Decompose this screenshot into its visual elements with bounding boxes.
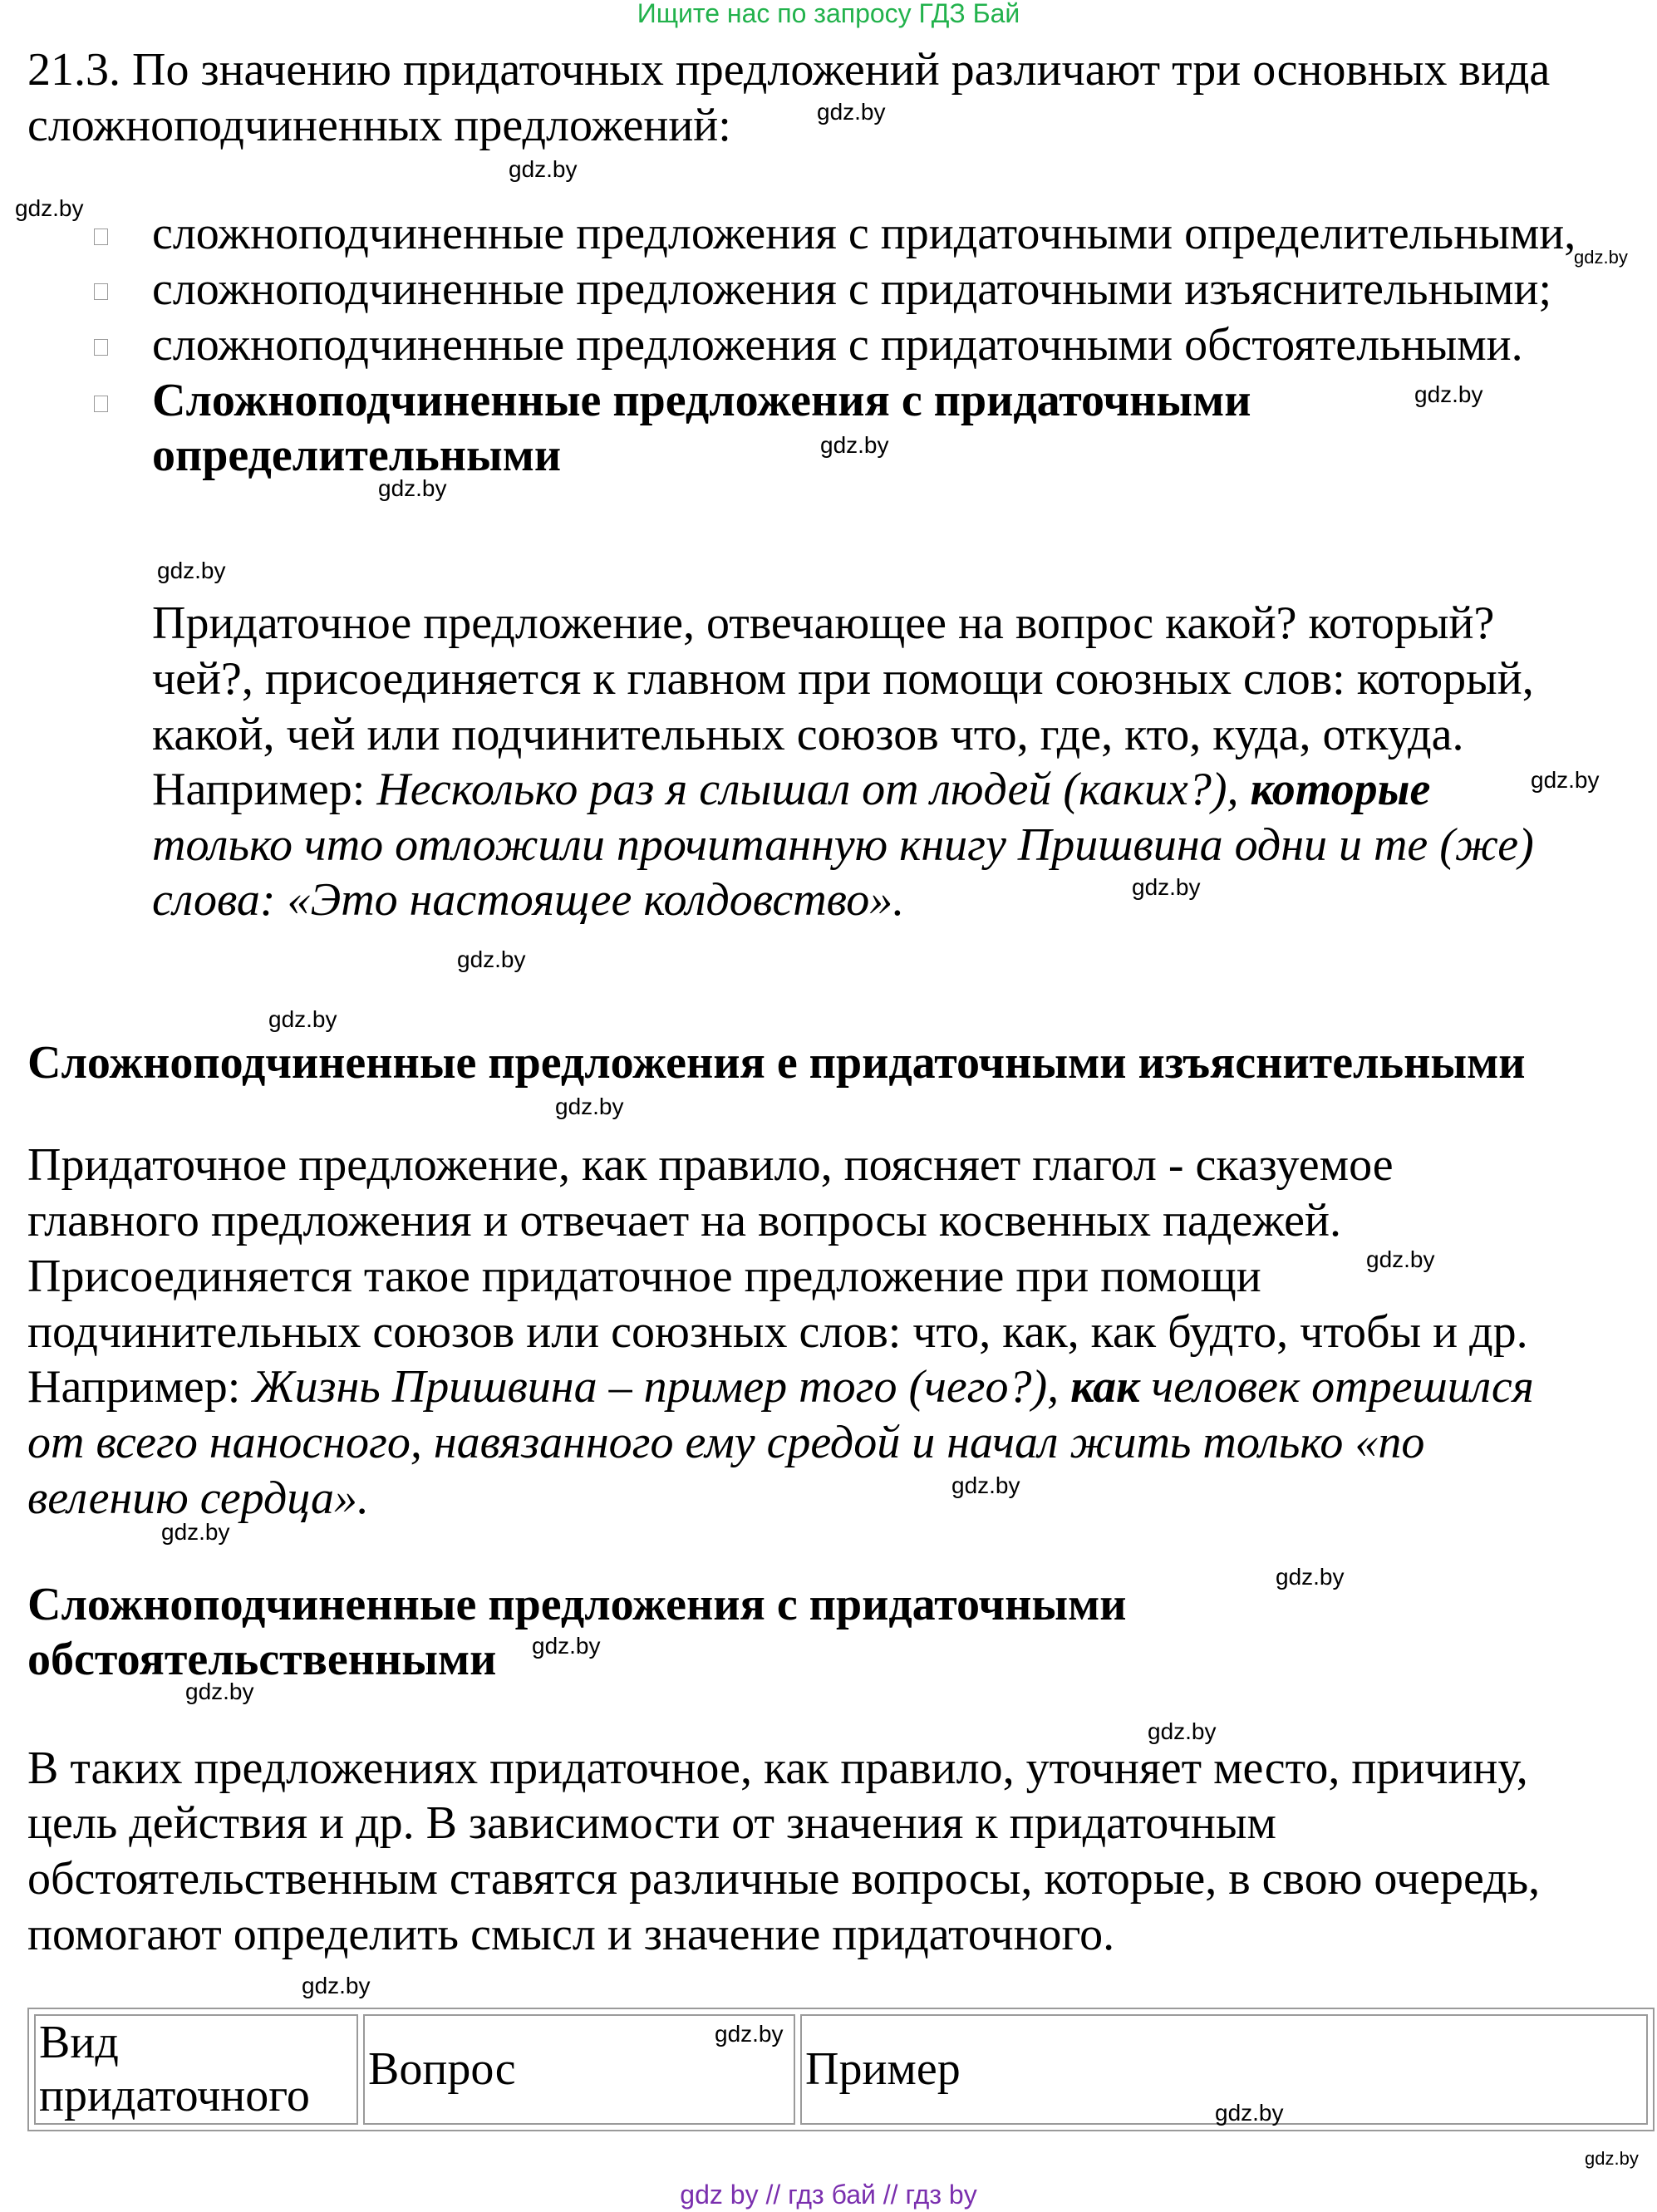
bullet-box-icon: [94, 283, 108, 300]
section1-line-1: Придаточное предложение, отвечающее на вопрос какой? который?: [152, 597, 1495, 649]
section3-line-4: помогают определить смысл и значение придаточного.: [27, 1909, 1115, 1960]
bullet-box-icon: [94, 396, 108, 412]
section2-line-1: Придаточное предложение, как правило, поясняет глагол - сказуемое: [27, 1139, 1394, 1191]
watermark: gdz.by: [1148, 1718, 1217, 1744]
bullet-box-icon: [94, 339, 108, 356]
section2-example-line-1: [27, 1361, 1534, 1413]
intro-line-1: 21.3. По значению придаточных предложений различают три основных вида: [27, 44, 1551, 96]
section3-title-line-1: Сложноподчиненные предложения с придаточными: [27, 1579, 1127, 1630]
table-header-question: Вопрос: [363, 2014, 795, 2125]
section3-line-2: цель действия и др. В зависимости от значения к придаточным: [27, 1797, 1276, 1849]
example-conjunction: которые: [1250, 764, 1431, 815]
section1-line-3: какой, чей или подчинительных союзов что, где, кто, куда, откуда.: [152, 709, 1464, 760]
watermark: gdz.by: [555, 1094, 624, 1119]
table-header-example: Пример: [800, 2014, 1648, 2125]
intro-line-2: сложноподчиненных предложений:: [27, 100, 731, 151]
section2-example-line-2: от всего наносного, навязанного ему средой и начал жить только «по: [27, 1417, 1425, 1468]
example-label: Например:: [152, 764, 377, 815]
section2-line-4: подчинительных союзов или союзных слов: что, как, как будто, чтобы и др.: [27, 1306, 1528, 1358]
section3-title-line-2: обстоятельственными: [27, 1634, 497, 1685]
bullet-item-1: сложноподчиненные предложения с придаточными определительными,: [152, 208, 1576, 259]
example-label: Например:: [27, 1361, 253, 1413]
section1-title-line-2: определительными: [152, 430, 562, 481]
watermark: gdz.by: [268, 1006, 337, 1032]
section2-title: Сложноподчиненные предложения е придаточными изъяснительными: [27, 1037, 1526, 1089]
watermark: gdz.by: [157, 558, 226, 583]
watermark: gdz.by: [951, 1472, 1020, 1498]
watermark: gdz.by: [1585, 2148, 1639, 2169]
section1-title-line-1: Сложноподчиненные предложения с придаточными: [152, 375, 1251, 426]
table-header-type: Вид придаточного: [34, 2014, 358, 2125]
watermark: gdz.by: [15, 195, 84, 221]
section3-line-3: обстоятельственным ставятся различные вопросы, которые, в свою очередь,: [27, 1853, 1541, 1905]
example-text: Несколько раз я слышал от людей (каких?),: [376, 764, 1251, 815]
bullet-item-2: сложноподчиненные предложения с придаточными изъяснительными;: [152, 263, 1552, 315]
watermark: gdz.by: [1215, 2100, 1284, 2126]
example-conjunction: как: [1070, 1361, 1140, 1413]
table-header-row: [34, 2014, 1648, 2125]
watermark: gdz.by: [1132, 874, 1201, 900]
section1-example-line-1: [152, 766, 1430, 813]
watermark: gdz.by: [817, 99, 886, 125]
section1-example-line-3: слова: «Это настоящее колдовство».: [152, 874, 905, 926]
bullet-item-3: сложноподчиненные предложения с придаточными обстоятельными.: [152, 319, 1523, 371]
watermark: gdz.by: [457, 946, 526, 972]
watermark: gdz.by: [1276, 1564, 1345, 1590]
clauses-table: [27, 2008, 1655, 2131]
example-text: Жизнь Пришвина – пример того (чего?),: [252, 1361, 1071, 1413]
footer-banner[interactable]: gdz by // гдз бай // гдз by: [680, 2180, 977, 2210]
watermark: gdz.by: [1414, 381, 1483, 407]
top-banner[interactable]: Ищите нас по запросу ГДЗ Бай: [637, 0, 1020, 28]
watermark: gdz.by: [820, 432, 889, 458]
watermark: gdz.by: [1531, 767, 1600, 793]
section2-line-2: главного предложения и отвечает на вопросы косвенных падежей.: [27, 1195, 1341, 1246]
section3-line-1: В таких предложениях придаточное, как правило, уточняет место, причину,: [27, 1743, 1528, 1794]
bullet-box-icon: [94, 229, 108, 245]
watermark: gdz.by: [509, 156, 578, 182]
watermark: gdz.by: [161, 1519, 230, 1545]
example-text: человек отрешился: [1139, 1361, 1534, 1413]
watermark: gdz.by: [185, 1679, 254, 1704]
section1-example-line-2: только что отложили прочитанную книгу Пришвина одни и те (же): [152, 819, 1534, 871]
watermark: gdz.by: [1574, 247, 1628, 268]
watermark: gdz.by: [532, 1633, 601, 1659]
section2-line-3: Присоединяется такое придаточное предложение при помощи: [27, 1251, 1261, 1302]
watermark: gdz.by: [1366, 1246, 1435, 1272]
section1-line-2: чей?, присоединяется к главном при помощи союзных слов: который,: [152, 653, 1534, 705]
section2-example-line-3: велению сердца».: [27, 1472, 369, 1524]
watermark: gdz.by: [715, 2021, 784, 2047]
watermark: gdz.by: [302, 1973, 371, 1998]
watermark: gdz.by: [378, 475, 447, 501]
